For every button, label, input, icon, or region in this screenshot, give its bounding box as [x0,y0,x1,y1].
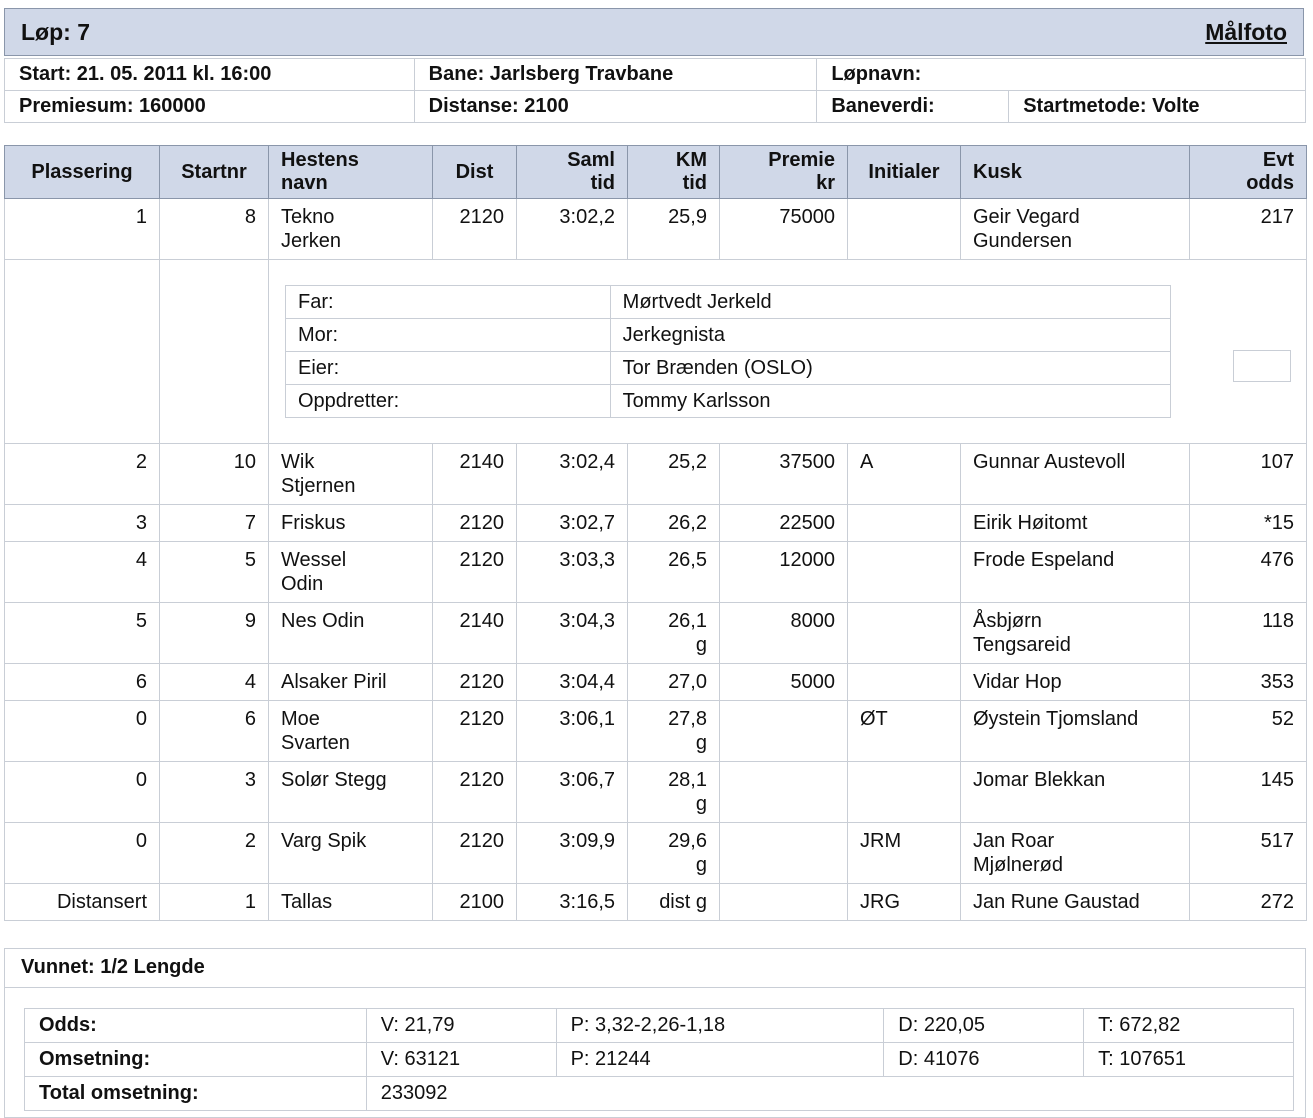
cell-initialer: ØT [848,701,961,762]
turnover-t: T: 107651 [1084,1043,1294,1077]
cell-dist: 2120 [433,505,517,542]
odds-p: P: 3,32-2,26-1,18 [556,1009,884,1043]
cell-hestens-navn: Friskus [269,505,433,542]
turnover-p: P: 21244 [556,1043,884,1077]
track-name: Bane: Jarlsberg Travbane [414,59,817,91]
horse-details-table [285,285,1171,418]
detail-row [286,385,1171,418]
cell-saml-tid: 3:06,7 [517,762,628,823]
cell-startnr: 4 [160,664,269,701]
cell-premie [720,762,848,823]
cell-initialer: JRG [848,884,961,921]
cell-dist: 2120 [433,199,517,260]
col-km-tid: KM tid [628,146,720,199]
cell-premie [720,701,848,762]
cell-km-tid: 26,5 [628,542,720,603]
cell-evt-odds: 517 [1190,823,1307,884]
cell-saml-tid: 3:04,4 [517,664,628,701]
cell-startnr: 1 [160,884,269,921]
cell-hestens-navn: Varg Spik [269,823,433,884]
cell-evt-odds: 476 [1190,542,1307,603]
total-turnover-value: 233092 [366,1077,1293,1111]
cell-evt-odds: 145 [1190,762,1307,823]
cell-hestens-navn: Tallas [269,884,433,921]
prize-sum: Premiesum: 160000 [5,91,415,123]
odds-d: D: 220,05 [884,1009,1084,1043]
cell-km-tid: 26,2 [628,505,720,542]
result-row [5,603,1307,664]
cell-initialer [848,505,961,542]
cell-initialer: JRM [848,823,961,884]
cell-plassering: Distansert [5,884,160,921]
cell-kusk: Jomar Blekkan [961,762,1190,823]
cell-hestens-navn: Nes Odin [269,603,433,664]
cell-premie [720,884,848,921]
cell-dist: 2140 [433,444,517,505]
cell-initialer: A [848,444,961,505]
cell-saml-tid: 3:04,3 [517,603,628,664]
cell-saml-tid: 3:02,2 [517,199,628,260]
cell-dist: 2140 [433,603,517,664]
turnover-v: V: 63121 [366,1043,556,1077]
cell-kusk: Øystein Tjomsland [961,701,1190,762]
cell-plassering: 0 [5,762,160,823]
detail-label: Mor: [286,319,611,352]
detail-label: Far: [286,286,611,319]
race-title: Løp: 7 [21,19,90,45]
cell-hestens-navn: Tekno Jerken [269,199,433,260]
cell-premie [720,823,848,884]
result-row [5,199,1307,260]
turnover-label: Omsetning: [25,1043,367,1077]
cell-plassering: 2 [5,444,160,505]
cell-initialer [848,603,961,664]
detail-value: Tommy Karlsson [610,385,1170,418]
cell-startnr: 2 [160,823,269,884]
cell-plassering: 1 [5,199,160,260]
cell-dist: 2120 [433,823,517,884]
col-premie: Premie kr [720,146,848,199]
cell-dist: 2100 [433,884,517,921]
col-saml-tid: Saml tid [517,146,628,199]
cell-kusk: Åsbjørn Tengsareid [961,603,1190,664]
cell-kusk: Vidar Hop [961,664,1190,701]
race-header [4,8,1304,56]
cell-kusk: Frode Espeland [961,542,1190,603]
cell-plassering: 6 [5,664,160,701]
odds-v: V: 21,79 [366,1009,556,1043]
track-condition: Baneverdi: [817,91,1009,123]
result-row [5,884,1307,921]
cell-kusk: Eirik Høitomt [961,505,1190,542]
col-hestens-navn: Hestens navn [269,146,433,199]
start-method: Startmetode: Volte [1009,91,1306,123]
cell-kusk: Gunnar Austevoll [961,444,1190,505]
cell-initialer [848,542,961,603]
cell-saml-tid: 3:02,4 [517,444,628,505]
result-row [5,542,1307,603]
cell-saml-tid: 3:03,3 [517,542,628,603]
cell-evt-odds: 52 [1190,701,1307,762]
cell-saml-tid: 3:02,7 [517,505,628,542]
summary-box [4,948,1306,1118]
cell-dist: 2120 [433,664,517,701]
detail-value: Tor Brænden (OSLO) [610,352,1170,385]
cell-evt-odds: 118 [1190,603,1307,664]
race-info-table [4,58,1306,123]
details-empty-cell [160,260,269,444]
cell-km-tid: 26,1 g [628,603,720,664]
cell-km-tid: 29,6 g [628,823,720,884]
col-kusk: Kusk [961,146,1190,199]
summary-divider [5,987,1305,988]
cell-premie: 37500 [720,444,848,505]
cell-hestens-navn: Solør Stegg [269,762,433,823]
horse-details-row [5,260,1307,444]
distance: Distanse: 2100 [414,91,817,123]
col-evt-odds: Evt odds [1190,146,1307,199]
cell-plassering: 5 [5,603,160,664]
cell-startnr: 3 [160,762,269,823]
cell-km-tid: 27,8 g [628,701,720,762]
cell-evt-odds: 353 [1190,664,1307,701]
cell-premie: 75000 [720,199,848,260]
cell-hestens-navn: Moe Svarten [269,701,433,762]
detail-label: Oppdretter: [286,385,611,418]
cell-plassering: 0 [5,701,160,762]
cell-kusk: Geir Vegard Gundersen [961,199,1190,260]
cell-saml-tid: 3:16,5 [517,884,628,921]
cell-evt-odds: 107 [1190,444,1307,505]
cell-startnr: 6 [160,701,269,762]
detail-label: Eier: [286,352,611,385]
cell-dist: 2120 [433,542,517,603]
cell-initialer [848,664,961,701]
results-table [4,145,1307,921]
cell-initialer [848,199,961,260]
cell-kusk: Jan Rune Gaustad [961,884,1190,921]
odds-label: Odds: [25,1009,367,1043]
cell-plassering: 3 [5,505,160,542]
detail-row [286,319,1171,352]
detail-value: Mørtvedt Jerkeld [610,286,1170,319]
cell-dist: 2120 [433,701,517,762]
cell-saml-tid: 3:06,1 [517,701,628,762]
cell-evt-odds: 217 [1190,199,1307,260]
cell-hestens-navn: Wik Stjernen [269,444,433,505]
cell-km-tid: 25,2 [628,444,720,505]
cell-startnr: 10 [160,444,269,505]
cell-dist: 2120 [433,762,517,823]
cell-initialer [848,762,961,823]
result-row [5,701,1307,762]
detail-value: Jerkegnista [610,319,1170,352]
detail-empty-cell [1233,350,1291,382]
odds-table [24,1008,1294,1111]
cell-saml-tid: 3:09,9 [517,823,628,884]
col-startnr: Startnr [160,146,269,199]
cell-premie: 5000 [720,664,848,701]
results-header-row [5,146,1307,199]
cell-evt-odds: *15 [1190,505,1307,542]
cell-hestens-navn: Alsaker Piril [269,664,433,701]
result-row [5,505,1307,542]
cell-km-tid: 25,9 [628,199,720,260]
cell-startnr: 8 [160,199,269,260]
result-row [5,444,1307,505]
odds-t: T: 672,82 [1084,1009,1294,1043]
cell-premie: 22500 [720,505,848,542]
cell-startnr: 5 [160,542,269,603]
start-time: Start: 21. 05. 2011 kl. 16:00 [5,59,415,91]
detail-row [286,352,1171,385]
cell-plassering: 4 [5,542,160,603]
details-empty-cell [5,260,160,444]
cell-startnr: 7 [160,505,269,542]
cell-startnr: 9 [160,603,269,664]
horse-details-cell [269,260,1307,444]
winning-margin: Vunnet: 1/2 Lengde [21,956,205,978]
cell-premie: 12000 [720,542,848,603]
malfoto-link[interactable]: Målfoto [1205,19,1287,45]
cell-evt-odds: 272 [1190,884,1307,921]
cell-km-tid: 28,1 g [628,762,720,823]
cell-plassering: 0 [5,823,160,884]
col-dist: Dist [433,146,517,199]
col-plassering: Plassering [5,146,160,199]
result-row [5,762,1307,823]
result-row [5,664,1307,701]
cell-premie: 8000 [720,603,848,664]
detail-row [286,286,1171,319]
cell-km-tid: 27,0 [628,664,720,701]
cell-hestens-navn: Wessel Odin [269,542,433,603]
turnover-d: D: 41076 [884,1043,1084,1077]
race-name: Løpnavn: [817,59,1306,91]
cell-km-tid: dist g [628,884,720,921]
col-initialer: Initialer [848,146,961,199]
result-row [5,823,1307,884]
total-turnover-label: Total omsetning: [25,1077,367,1111]
cell-kusk: Jan Roar Mjølnerød [961,823,1190,884]
